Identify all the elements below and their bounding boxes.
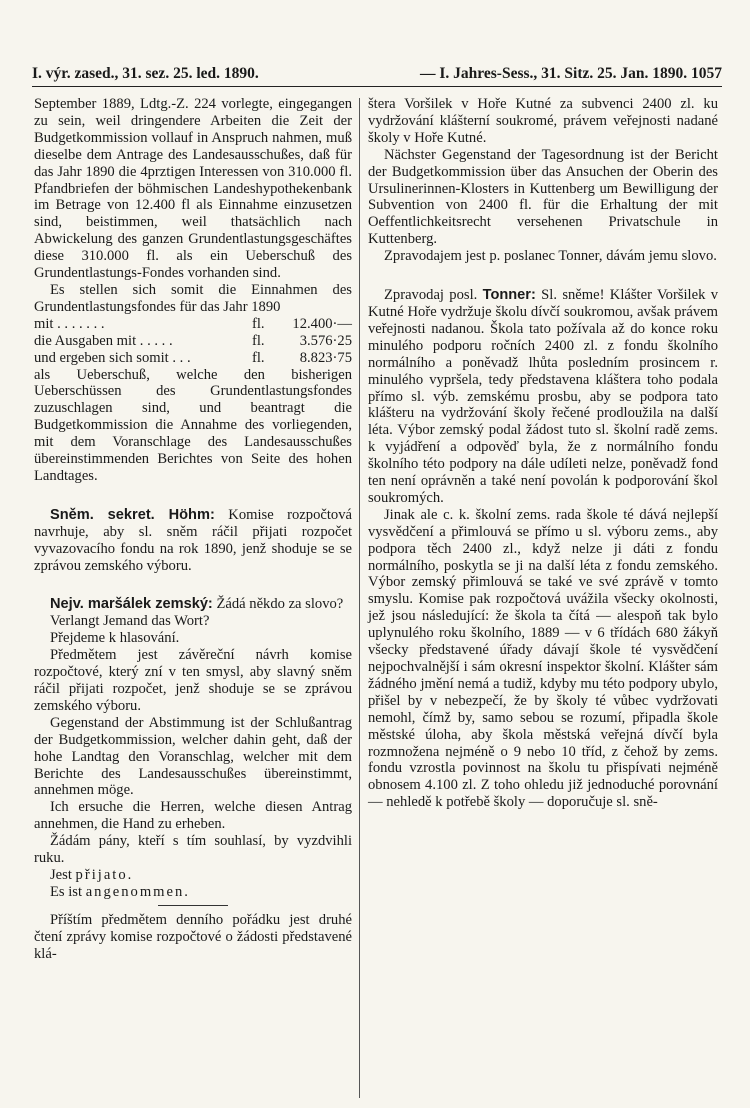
paragraph: Příštím předmětem denního pořádku jest druhé čtení zprávy komise rozpočtové o žádosti představené klá- [34,911,352,962]
sum-row [34,316,352,333]
header-czech: I. výr. zased., 31. sez. 25. led. 1890. [32,65,259,82]
sum-amount: 12.400·— [292,315,352,332]
speech-text: Sl. sněme! Klášter Voršilek v Kutné Hoře vydržuje školu dívčí soukromou, avšak právem veřejnosti nadanou. Škola tato požívala až do konce roku minulého podporu ročních 2400 zl. z fondu školního normálního a poněvadž lhůta posledním prosincem r. minulého vypršela, tedy představena kláštera toho podala přímo sl. výb. zemskému prosbu, aby se podpora tato klášteru na vydržování školy řečené prodloužila na další léta. Výbor zemský podal žádost tuto sl. školní radě zems. k vyjádření a odpověď byla, že z normálního fondu školního této podpory na dále udíleti nelze, poněvadž fond ten není oprávněn a také není povolán k podporování škol soukromých. [368,287,718,506]
header-german-text: I. Jahres-Sess., 31. Sitz. 25. Jan. 1890. 1057 [439,65,722,82]
sum-label: und ergeben sich somit . . . [34,349,191,366]
header-rule [32,86,722,87]
speaker-name: Sněm. sekret. Höhm: [50,506,215,523]
result-prefix: Jest [50,866,72,883]
result-word: angenommen. [85,883,190,900]
spacer [34,485,352,507]
speech-text: Komise rozpočtová navrhuje, aby sl. sněm ráčil přijati rozpočet vyvazovacího fondu na rok 1890, jenž shoduje se se zprávou zemského výboru. [34,506,352,574]
paragraph: Jinak ale c. k. školní zems. rada škole té dává nejlepší vysvědčení a přimlouvá se přímo u sl. výboru zems., aby podpora těch 2400 zl., když nelze ji dáti z fondu normálního, poskytla se ji na další léta z fondu zemského. Výbor zemský přimlouvá se také ve své zprávě v tomto smyslu. Komise pak rozpočtová uvážila všecky okolnosti, jež jsou následující: že škola ta čítá — alespoň tak bylo uplynulého roku školního, 1889 — v 6 třídách 680 žákyň všecky představené úřady dávají škole té vysvědčení nejpochvalnější i sám okresní inspektor školní. Klášter sám žádného jmění nemá a tudiž, kdyby mu této podpory ubylo, přišel by v nebezpečí, že by školy té vůbec vydržovati nemohl, čímž by, samo sebou se rozumí, připadla škole městské úloha, aby škola městská veřejná dívčí byla rozmnožena nejméně o 9 nebo 10 tříd, z čehož by zems. fondu vzrostla povinnost na školu tu přispívati nejméně obnosem 4.100 zl. Z toho ohledu již jednoduché porovnání — nehledě k potřebě školy — doporučuje sl. sně- [368,506,718,811]
speech-text: Žádá někdo za slovo? [216,596,344,613]
header-separator: — [420,65,436,82]
sum-label: mit . . . . . . . [34,315,105,332]
result-word: přijato. [75,866,134,883]
speech [34,596,352,613]
speech [368,287,718,507]
sum-amount: 8.823·75 [299,349,352,366]
paragraph: Nächster Gegenstand der Tagesordnung ist der Bericht der Budgetkommission über das Ansuchen der Oberin des Ursulinerinnen-Klosters in Kuttenberg um Bewilligung der Subvention von 2400 fl. für die Erhaltung der mit Oeffentlichkeitsrecht versehenen Privatschule in Kuttenberg. [368,146,718,248]
sum-currency: fl. [252,315,265,332]
sum-row [34,350,352,367]
left-column [34,96,352,963]
sum-label: die Ausgaben mit . . . . . [34,332,173,349]
header-german [420,62,722,86]
paragraph: Přejdeme k hlasování. [50,630,180,647]
result-line [34,867,352,884]
speaker-name: Tonner: [482,287,536,304]
paragraph: September 1889, Ldtg.-Z. 224 vorlegte, eingegangen zu sein, weil dringendere Arbeiten die Zeit der Budgetkommission vollauf in Anspruch nahmen, muß dieselbe dem Antrage des Landesausschußes, daß für das Jahr 1890 die 4prztigen Interessen von 310.000 fl. Pfandbriefen der böhmischen Landeshypothekenbank im Betrage von 12.400 fl als Einnahme einzusetzen sind, beistimmen, weil thatsächlich nach Abwickelung des ganzen Grundentlastungsgeschäftes diese 310.000 fl. als ein Ueberschuß des Grundentlastungs-Fondes vorhanden sind. [34,96,352,282]
spacer [34,574,352,596]
sum-row [34,333,352,350]
paragraph: Ich ersuche die Herren, welche diesen Antrag annehmen, die Hand zu erheben. [34,799,352,833]
paragraph: štera Voršilek v Hoře Kutné za subvenci 2400 zl. ku vydržování klášterní soukromé, právem veřejnosti nadané školy v Hoře Kutné. [368,96,718,146]
paragraph: Zpravodajem jest p. poslanec Tonner, dávám jemu slovo. [384,248,717,265]
result-line [34,884,352,901]
paragraph: Žádám pány, kteří s tím souhlasí, by vyzdvihli ruku. [34,833,352,867]
paragraph: Gegenstand der Abstimmung ist der Schlußantrag der Budgetkommission, welcher dahin geht, daß der hohe Landtag den Voranschlag, welcher mit dem Berichte des Landesausschußes übereinstimmt, annehmen möge. [34,714,352,799]
paragraph: Předmětem jest závěreční návrh komise rozpočtové, který zní v ten smysl, aby slavný sněm ráčil přijati rozpočet, jenž shoduje se se zprávou zemského výboru. [34,647,352,714]
paragraph: Verlangt Jemand das Wort? [50,613,210,630]
speech-intro: Zpravodaj posl. [384,287,478,304]
sum-currency: fl. [252,349,265,366]
spacer [368,265,718,287]
sum-amount: 3.576·25 [299,332,352,349]
column-divider [359,98,360,1098]
result-prefix: Es ist [50,883,83,900]
section-rule [158,905,228,906]
right-column [368,96,718,811]
sum-currency: fl. [252,332,265,349]
paragraph: Es stellen sich somit die Einnahmen des Grundentlastungsfondes für das Jahr 1890 [34,281,352,315]
speaker-name: Nejv. maršálek zemský: [50,596,213,613]
page-header [32,62,722,86]
paragraph: als Ueberschuß, welche den bisherigen Ueberschüssen des Grundentlastungsfondes zuzuschlagen sind, und beantragt die Budgetkommission die Annahme des vorliegenden, mit dem Voranschlage des Landesausschußes übereinstimmenden Berichtes von Seite des hohen Landtages. [34,366,352,484]
speech [34,507,352,575]
